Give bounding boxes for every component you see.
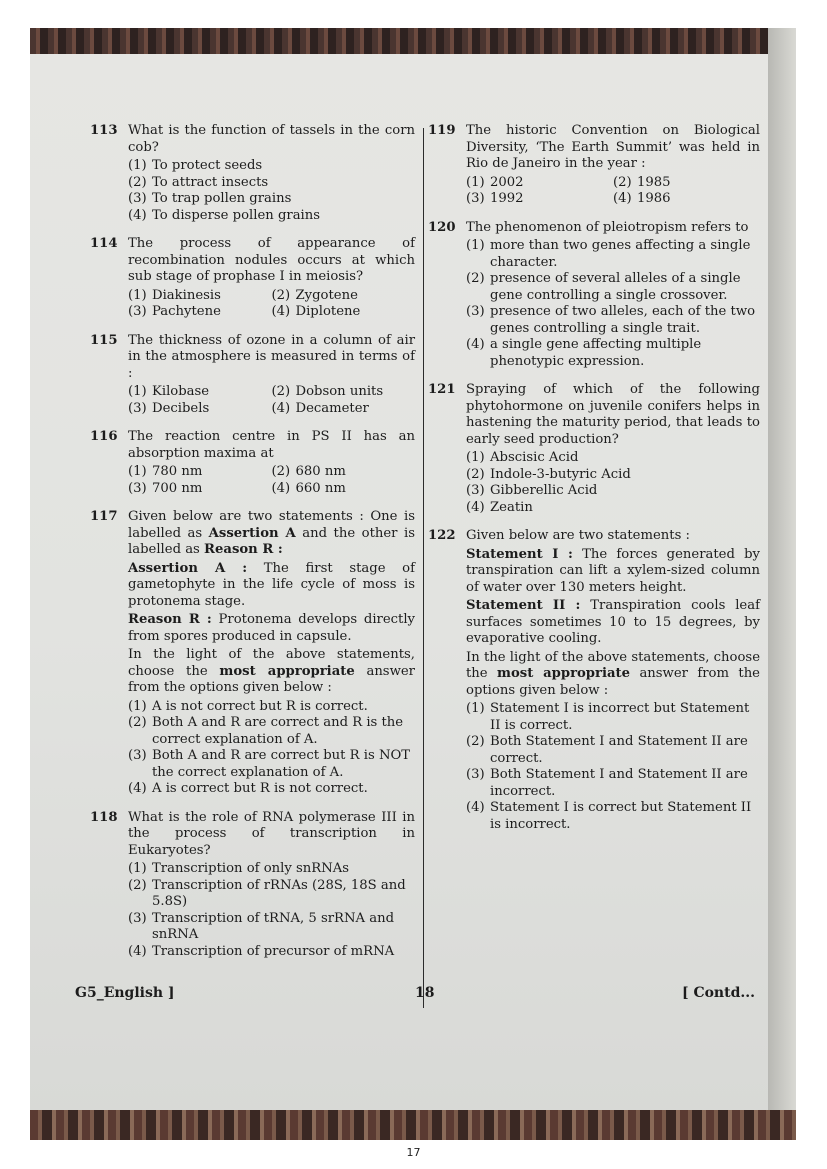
column-divider [423,128,424,1008]
option-3: (3) Both A and R are correct but R is NOT the correct explanation of A. [128,748,411,780]
adjacent-page-edge [768,28,796,1140]
question-number: 114 [90,236,118,251]
instruction-paragraph: In the light of the above statements, choose the most appropriate answer from the options given below : [466,649,760,698]
option-4: (4) Diplotene [271,304,361,319]
page-footer [75,985,755,1005]
right-column [428,123,760,845]
option-4: (4) 660 nm [271,480,346,496]
question-116 [90,429,415,497]
options-grid [128,384,415,417]
question-text: What is the role of RNA polymerase III in the process of transcription in Eukaryotes? [128,809,415,858]
option-3: (3) 700 nm [128,480,203,496]
question-119 [428,123,760,208]
options-list [466,701,760,833]
question-number: 115 [90,332,118,348]
option-1: (1) 2002 [466,174,524,190]
question-number: 116 [90,429,118,444]
question-text: Given below are two statements : [466,528,690,543]
statement-2-paragraph: Statement II : Transpiration cools leaf surfaces sometimes 10 to 15 degrees, by evaporative cooling. [466,598,760,646]
question-number: 119 [428,123,456,138]
option-4: (4) Statement I is correct but Statement II is incorrect. [466,800,752,832]
question-text: The reaction centre in PS II has an absorption maxima at [128,429,415,461]
question-number: 120 [428,219,456,235]
reason-paragraph: Reason R : Protonema develops directly from spores produced in capsule. [128,612,415,644]
option-2: (2) To attract insects [128,174,269,190]
footer-page-number: 18 [415,985,435,1001]
options-grid [128,288,415,321]
question-118 [90,810,415,961]
option-4: (4) Decameter [271,400,369,416]
option-3: (3) Pachytene [128,304,221,319]
options-grid [128,464,415,497]
bottom-cloth-border [30,1110,796,1140]
question-text: What is the function of tassels in the corn cob? [128,123,415,155]
option-1: (1) Transcription of only snRNAs [128,861,350,876]
question-117 [90,509,415,798]
question-text: Given below are two statements : One is labelled as Assertion A and the other is labelled as Reason R : [128,509,415,557]
option-2: (2) Indole-3-butyric Acid [466,466,631,482]
option-2: (2) Transcription of rRNAs (28S, 18S and 5.8S) [128,877,406,909]
page-photo [30,28,796,1140]
option-2: (2) Zygotene [271,287,358,303]
question-113 [90,123,415,224]
option-4: (4) To disperse pollen grains [128,207,321,223]
question-121 [428,382,760,516]
footer-continued: [ Contd... [681,985,755,1001]
option-1: (1) A is not correct but R is correct. [128,698,368,714]
option-2: (2) 680 nm [271,464,346,479]
option-2: (2) Both Statement I and Statement II are correct. [466,734,748,766]
question-115 [90,333,415,418]
option-4: (4) Transcription of precursor of mRNA [128,943,395,959]
document-page-number: 17 [406,1146,421,1159]
option-3: (3) Gibberellic Acid [466,483,598,498]
option-1: (1) Statement I is incorrect but Statement II is correct. [466,701,750,733]
option-3: (3) Both Statement I and Statement II are incorrect. [466,767,748,799]
question-number: 122 [428,528,456,543]
option-2: (2) Both A and R are correct and R is the correct explanation of A. [128,715,404,747]
question-text: The phenomenon of pleiotropism refers to [466,219,749,235]
question-122 [428,528,760,833]
question-120 [428,220,760,371]
question-number: 121 [428,382,456,397]
top-cloth-border [30,28,768,54]
question-114 [90,236,415,321]
option-1: (1) Diakinesis [128,287,221,303]
option-1: (1) Kilobase [128,384,210,399]
assertion-paragraph: Assertion A : The first stage of gametophyte in the life cycle of moss is protonema stage. [128,560,415,609]
question-number: 118 [90,809,118,825]
question-text: The process of appearance of recombination nodules occurs at which sub stage of prophase I in meiosis? [128,236,415,284]
option-3: (3) To trap pollen grains [128,191,292,206]
footer-paper-code: G5_English ] [75,985,175,1001]
option-4: (4) 1986 [613,191,671,206]
question-number: 113 [90,123,118,138]
options-grid [466,175,760,208]
options-list [128,861,415,960]
question-text: The historic Convention on Biological Diversity, ‘The Earth Summit’ was held in Rio de Janeiro in the year : [466,123,760,171]
options-list [128,699,415,798]
option-1: (1) Abscisic Acid [466,450,579,465]
option-1: (1) more than two genes affecting a single character. [466,238,751,270]
options-list [466,238,760,370]
option-4: (4) a single gene affecting multiple phenotypic expression. [466,337,702,369]
option-2: (2) Dobson units [271,384,384,399]
option-1: (1) 780 nm [128,464,203,479]
instruction-paragraph: In the light of the above statements, choose the most appropriate answer from the options given below : [128,647,415,695]
option-3: (3) presence of two alleles, each of the two genes controlling a single trait. [466,304,756,336]
option-2: (2) presence of several alleles of a single gene controlling a single crossover. [466,271,741,303]
option-2: (2) 1985 [613,174,671,190]
option-4: (4) Zeatin [466,499,533,515]
exam-sheet [30,28,768,1118]
options-list [466,450,760,516]
options-list [128,158,415,224]
option-4: (4) A is correct but R is not correct. [128,781,368,796]
question-number: 117 [90,509,118,524]
question-text: The thickness of ozone in a column of air in the atmosphere is measured in terms of : [128,332,415,381]
option-3: (3) 1992 [466,191,524,206]
left-column [90,123,415,972]
option-1: (1) To protect seeds [128,158,263,173]
statement-1-paragraph: Statement I : The forces generated by transpiration can lift a xylem-sized column of water over 130 meters height. [466,546,760,595]
option-3: (3) Decibels [128,400,210,416]
option-3: (3) Transcription of tRNA, 5 srRNA and snRNA [128,910,395,942]
question-text: Spraying of which of the following phytohormone on juvenile conifers helps in hastening the maturity period, that leads to early seed production? [466,382,760,447]
